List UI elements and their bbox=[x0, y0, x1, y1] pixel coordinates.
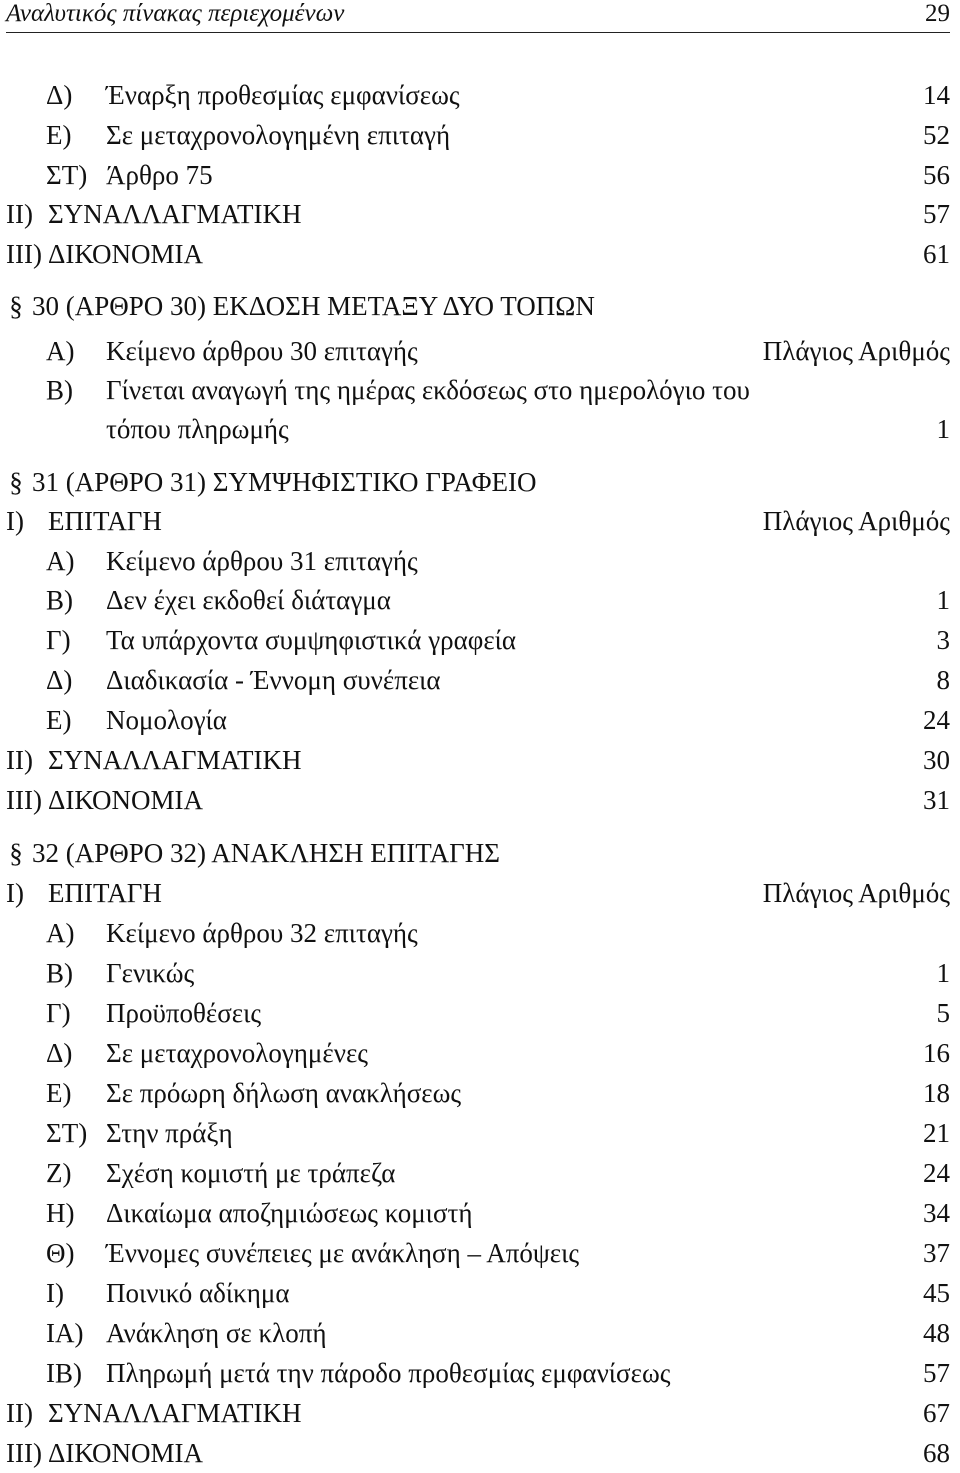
section-sign-icon: § bbox=[9, 838, 23, 868]
toc-entry bbox=[6, 700, 950, 740]
entry-label: ΙΙ) bbox=[6, 745, 33, 775]
entry-page-number: 3 bbox=[936, 625, 950, 655]
entry-label: Β) bbox=[46, 585, 73, 615]
entry-page-number: 5 bbox=[936, 998, 950, 1028]
toc-entry bbox=[6, 780, 950, 820]
section-title: 31 (ΑΡΘΡΟ 31) ΣΥΜΨΗΦΙΣΤΙΚΟ ΓΡΑΦΕΙΟ bbox=[32, 467, 537, 497]
entry-label: ΣΤ) bbox=[46, 160, 88, 190]
entry-text: Νομολογία bbox=[106, 705, 227, 735]
toc-entry bbox=[6, 620, 950, 660]
entry-text: ΣΥΝΑΛΛΑΓΜΑΤΙΚΗ bbox=[48, 1398, 302, 1428]
entry-text: Ανάκληση σε κλοπή bbox=[106, 1318, 327, 1348]
entry-text: τόπου πληρωμής bbox=[106, 414, 289, 444]
entry-text: Έναρξη προθεσμίας εμφανίσεως bbox=[106, 80, 460, 110]
entry-page-number: Πλάγιος Αριθμός bbox=[762, 506, 950, 536]
entry-label: ΙΙ) bbox=[6, 199, 33, 229]
toc-entry bbox=[6, 541, 950, 581]
entry-label: ΙΙΙ) bbox=[6, 785, 42, 815]
header-page-number: 29 bbox=[925, 0, 950, 27]
entry-text: Κείμενο άρθρου 30 επιταγής bbox=[106, 336, 418, 366]
entry-label: Β) bbox=[46, 375, 73, 405]
entry-page-number: 61 bbox=[923, 239, 950, 269]
toc-entry bbox=[6, 501, 950, 541]
toc-entry bbox=[6, 234, 950, 274]
section-sign-icon: § bbox=[9, 291, 23, 321]
toc-entry bbox=[6, 1113, 950, 1153]
entry-page-number: 52 bbox=[923, 120, 950, 150]
toc-entry bbox=[6, 1153, 950, 1193]
toc-entry bbox=[6, 1033, 950, 1073]
entry-label: ΙΒ) bbox=[46, 1358, 82, 1388]
entry-page-number: 56 bbox=[923, 160, 950, 190]
toc-entry bbox=[6, 1433, 950, 1473]
entry-label: ΙΙΙ) bbox=[6, 239, 42, 269]
entry-page-number: 16 bbox=[923, 1038, 950, 1068]
toc-entry bbox=[6, 155, 950, 195]
entry-text: Γενικώς bbox=[106, 958, 195, 988]
entry-text: Τα υπάρχοντα συμψηφιστικά γραφεία bbox=[106, 625, 517, 655]
entry-text: ΣΥΝΑΛΛΑΓΜΑΤΙΚΗ bbox=[48, 745, 302, 775]
entry-page-number: Πλάγιος Αριθμός bbox=[762, 878, 950, 908]
entry-text: Προϋποθέσεις bbox=[106, 998, 262, 1028]
entry-label: Ι) bbox=[6, 506, 24, 536]
entry-page-number: Πλάγιος Αριθμός bbox=[762, 336, 950, 366]
toc-entry bbox=[6, 1393, 950, 1433]
entry-label: Ζ) bbox=[46, 1158, 72, 1188]
entry-text: Δικαίωμα αποζημιώσεως κομιστή bbox=[106, 1198, 473, 1228]
toc-entry bbox=[6, 1353, 950, 1393]
entry-text: Δεν έχει εκδοθεί διάταγμα bbox=[106, 585, 391, 615]
toc-entry bbox=[6, 740, 950, 780]
entry-label: ΣΤ) bbox=[46, 1118, 88, 1148]
running-header bbox=[6, 0, 950, 33]
entry-page-number: 68 bbox=[923, 1438, 950, 1468]
section-title: 32 (ΑΡΘΡΟ 32) ΑΝΑΚΛΗΣΗ ΕΠΙΤΑΓΗΣ bbox=[32, 838, 500, 868]
entry-label: ΙΙΙ) bbox=[6, 1438, 42, 1468]
entry-text: Ποινικό αδίκημα bbox=[106, 1278, 290, 1308]
entry-page-number: 34 bbox=[923, 1198, 950, 1228]
entry-page-number: 57 bbox=[923, 1358, 950, 1388]
entry-text: ΔΙΚΟΝΟΜΙΑ bbox=[48, 785, 203, 815]
section-heading bbox=[6, 286, 950, 326]
toc-entry bbox=[6, 873, 950, 913]
toc-entry bbox=[6, 1273, 950, 1313]
entry-label: Β) bbox=[46, 958, 73, 988]
entry-page-number: 1 bbox=[936, 958, 950, 988]
entry-label: Δ) bbox=[46, 80, 73, 110]
entry-label: Θ) bbox=[46, 1238, 75, 1268]
entry-label: Ι) bbox=[6, 878, 24, 908]
entry-text: Σε μεταχρονολογημένες bbox=[106, 1038, 368, 1068]
entry-page-number: 30 bbox=[923, 745, 950, 775]
entry-text: Άρθρο 75 bbox=[106, 160, 213, 190]
entry-text: ΣΥΝΑΛΛΑΓΜΑΤΙΚΗ bbox=[48, 199, 302, 229]
entry-text: ΔΙΚΟΝΟΜΙΑ bbox=[48, 1438, 203, 1468]
entry-label: Α) bbox=[46, 918, 75, 948]
entry-label: Η) bbox=[46, 1198, 75, 1228]
entry-text: Σε μεταχρονολογημένη επιταγή bbox=[106, 120, 451, 150]
entry-text: Σχέση κομιστή με τράπεζα bbox=[106, 1158, 396, 1188]
entry-text: Σε πρόωρη δήλωση ανακλήσεως bbox=[106, 1078, 462, 1108]
section-sign-icon: § bbox=[9, 467, 23, 497]
toc-entry bbox=[6, 580, 950, 620]
entry-page-number: 1 bbox=[936, 414, 950, 444]
entry-text: Κείμενο άρθρου 32 επιταγής bbox=[106, 918, 418, 948]
toc-entry bbox=[6, 115, 950, 155]
section-title: 30 (ΑΡΘΡΟ 30) ΕΚΔΟΣΗ ΜΕΤΑΞΥ ΔΥΟ ΤΟΠΩΝ bbox=[32, 291, 595, 321]
entry-page-number: 45 bbox=[923, 1278, 950, 1308]
toc-entry bbox=[6, 1073, 950, 1113]
entry-page-number: 24 bbox=[923, 705, 950, 735]
entry-page-number: 14 bbox=[923, 80, 950, 110]
toc-entry bbox=[6, 993, 950, 1033]
entry-label: Δ) bbox=[46, 1038, 73, 1068]
entry-page-number: 31 bbox=[923, 785, 950, 815]
header-title: Αναλυτικός πίνακας περιεχομένων bbox=[6, 0, 345, 27]
entry-page-number: 18 bbox=[923, 1078, 950, 1108]
toc-entry bbox=[6, 370, 950, 410]
toc-entry bbox=[6, 75, 950, 115]
section-heading bbox=[6, 462, 950, 502]
entry-text: Κείμενο άρθρου 31 επιταγής bbox=[106, 546, 418, 576]
entry-label: ΙΙ) bbox=[6, 1398, 33, 1428]
toc-entry bbox=[6, 660, 950, 700]
entry-label: Ε) bbox=[46, 705, 72, 735]
toc-entry bbox=[6, 331, 950, 371]
toc-entry bbox=[6, 953, 950, 993]
entry-page-number: 48 bbox=[923, 1318, 950, 1348]
entry-text: ΕΠΙΤΑΓΗ bbox=[48, 506, 162, 536]
toc-entry bbox=[6, 1193, 950, 1233]
entry-label: Ι) bbox=[46, 1278, 64, 1308]
entry-text: ΔΙΚΟΝΟΜΙΑ bbox=[48, 239, 203, 269]
entry-text: Πληρωμή μετά την πάροδο προθεσμίας εμφανίσεως bbox=[106, 1358, 671, 1388]
toc-entry bbox=[6, 1233, 950, 1273]
entry-label: Δ) bbox=[46, 665, 73, 695]
entry-label: Γ) bbox=[46, 998, 71, 1028]
entry-label: Ε) bbox=[46, 120, 72, 150]
entry-label: Γ) bbox=[46, 625, 71, 655]
entry-page-number: 37 bbox=[923, 1238, 950, 1268]
toc-entry bbox=[6, 194, 950, 234]
entry-page-number: 8 bbox=[936, 665, 950, 695]
entry-text: Στην πράξη bbox=[106, 1118, 233, 1148]
entry-text: Έννομες συνέπειες με ανάκληση – Απόψεις bbox=[106, 1238, 580, 1268]
toc-entry bbox=[6, 1313, 950, 1353]
toc-entry bbox=[6, 913, 950, 953]
entry-label: Α) bbox=[46, 546, 75, 576]
entry-page-number: 21 bbox=[923, 1118, 950, 1148]
entry-text: Διαδικασία - Έννομη συνέπεια bbox=[106, 665, 441, 695]
entry-page-number: 1 bbox=[936, 585, 950, 615]
entry-label: Α) bbox=[46, 336, 75, 366]
section-heading bbox=[6, 833, 950, 873]
entry-text: Γίνεται αναγωγή της ημέρας εκδόσεως στο ημερολόγιο του bbox=[106, 375, 750, 405]
entry-page-number: 24 bbox=[923, 1158, 950, 1188]
entry-page-number: 67 bbox=[923, 1398, 950, 1428]
entry-page-number: 57 bbox=[923, 199, 950, 229]
entry-label: Ε) bbox=[46, 1078, 72, 1108]
entry-label: ΙΑ) bbox=[46, 1318, 84, 1348]
entry-text: ΕΠΙΤΑΓΗ bbox=[48, 878, 162, 908]
toc-entry bbox=[6, 409, 950, 449]
